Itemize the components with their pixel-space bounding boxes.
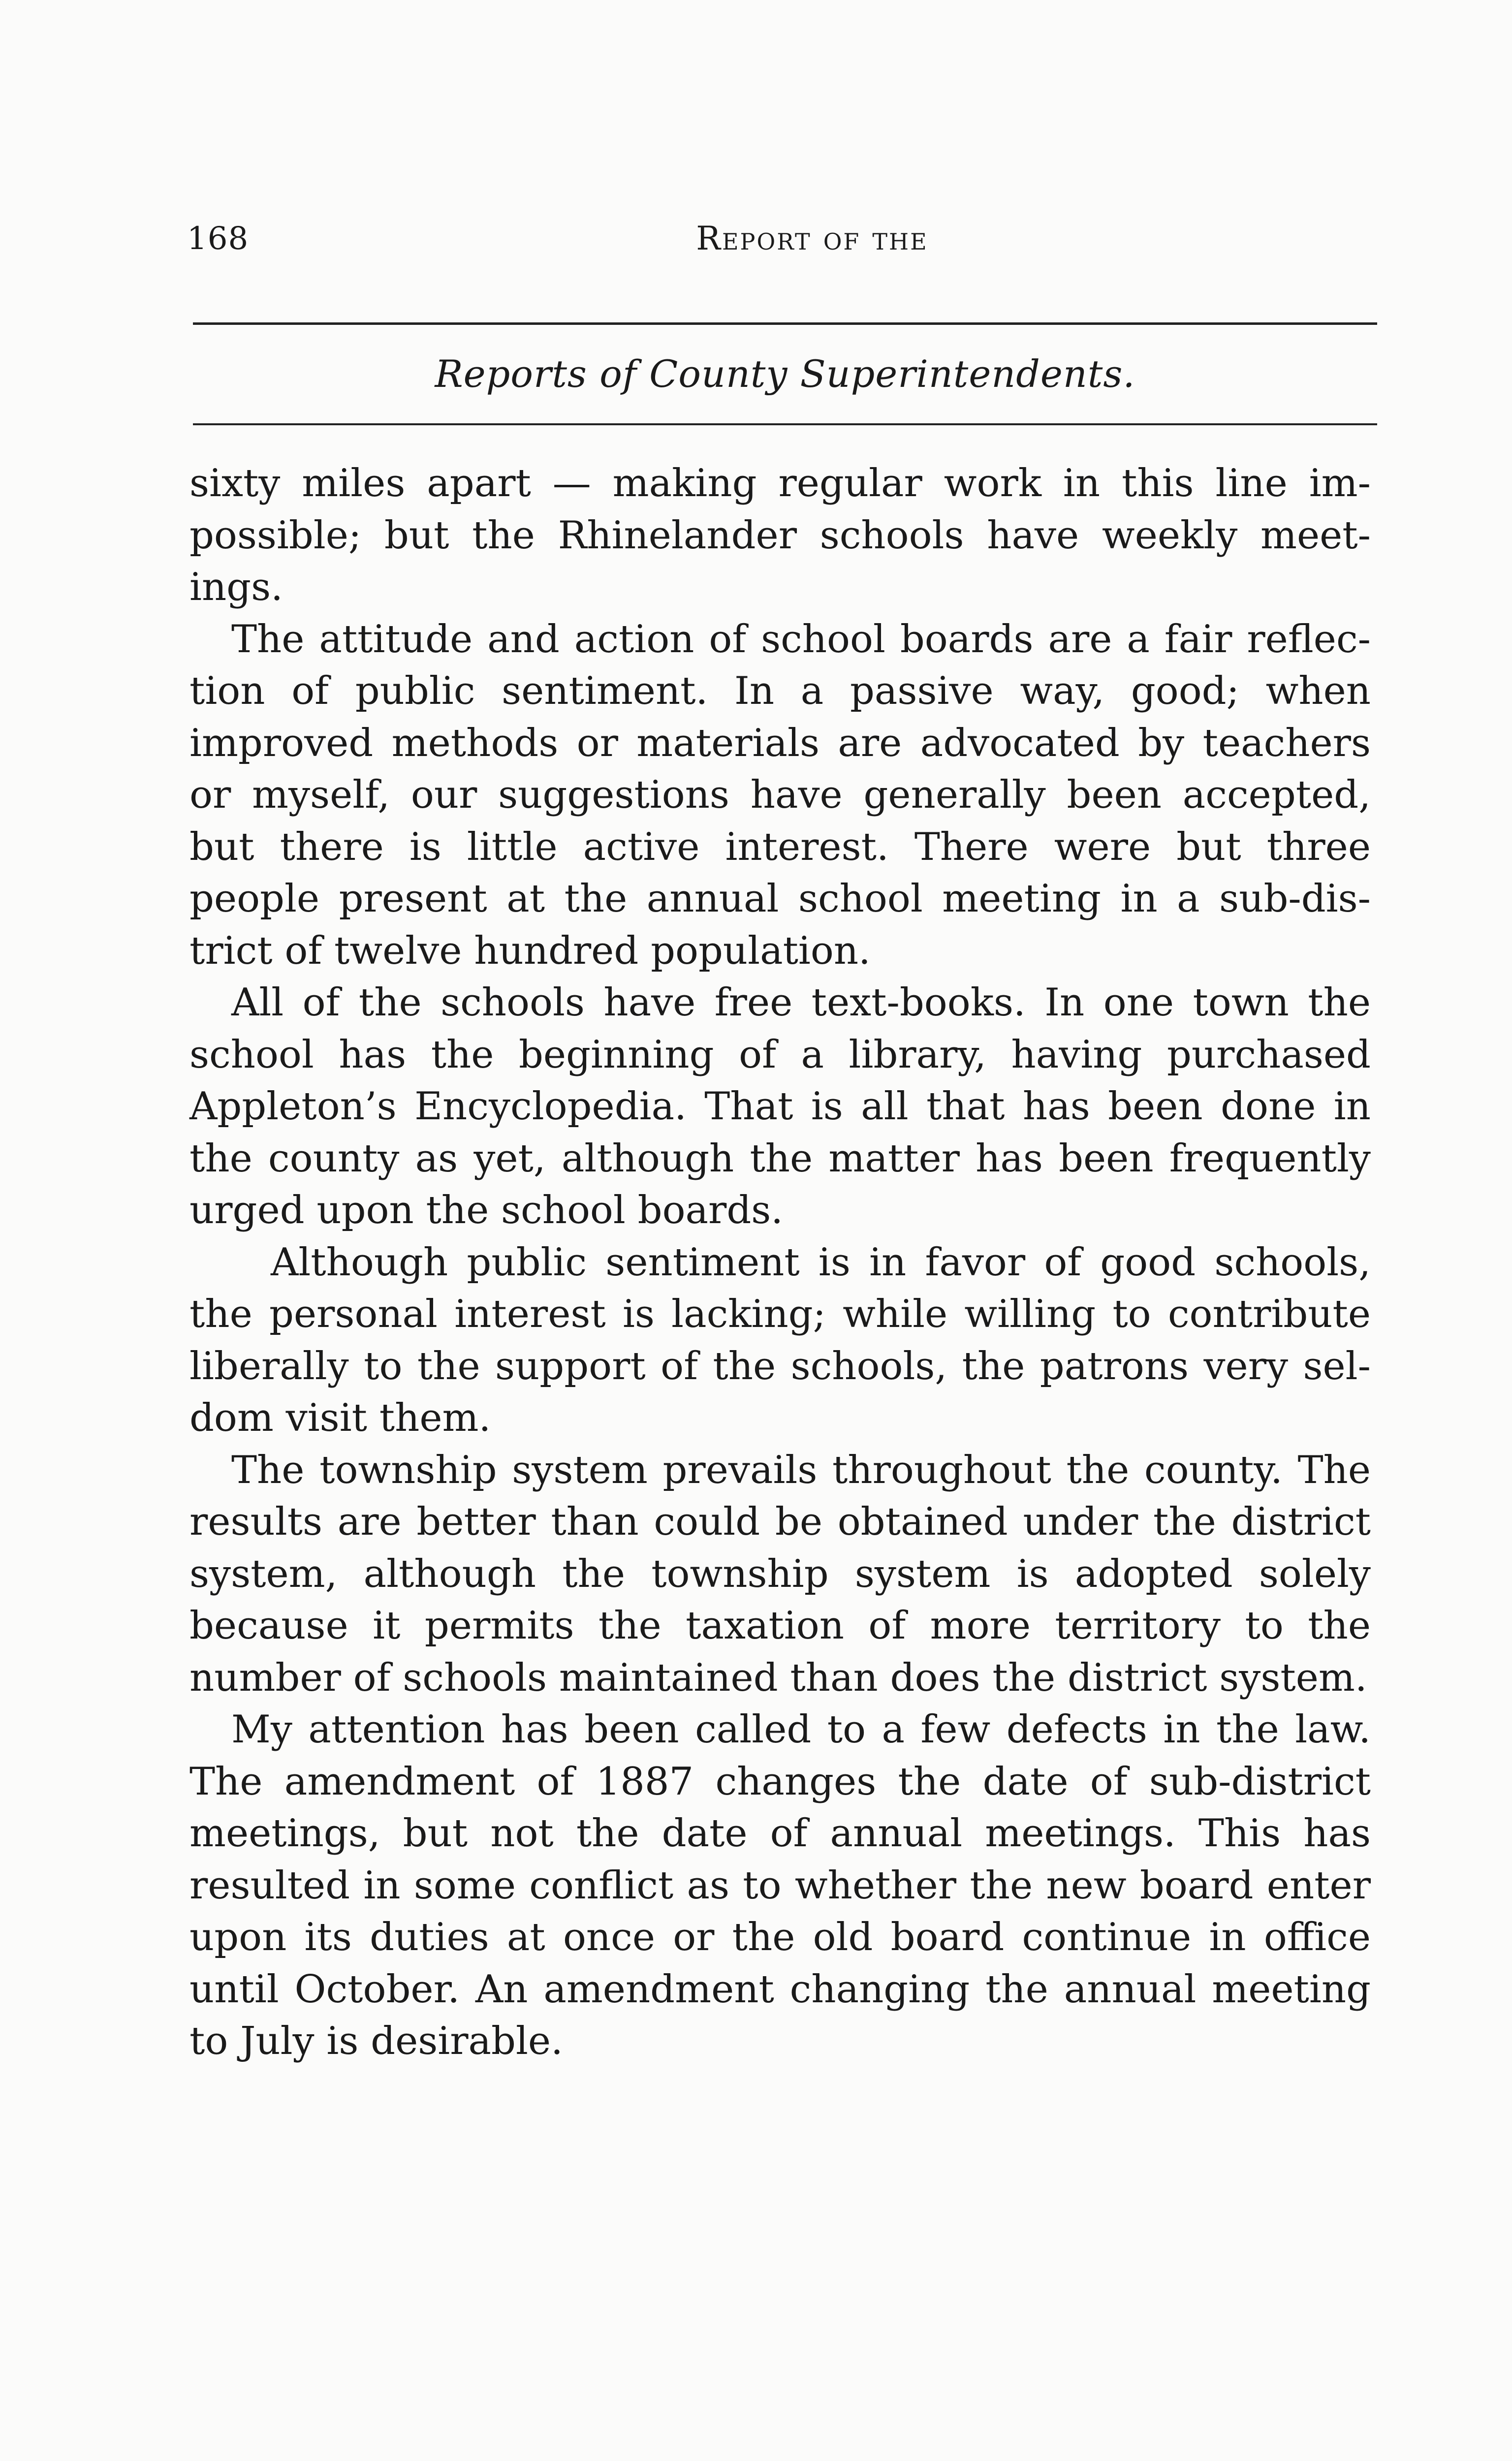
paragraph: The township system prevails throughout the county. The results are better than could be obtained under the district system, although the township system is adopted solely because it permits the taxation of more territory to the number of schools maintained than does the district system. (189, 1448, 1371, 1700)
page-header (187, 212, 1378, 266)
body-text (189, 458, 1371, 2068)
section-title: Reports of County Superintendents. (435, 352, 1135, 396)
paragraph-continued: sixty miles apart — making regular work in this line impossible; but the Rhinelander schools have weekly meetings. (189, 461, 1371, 609)
top-rule (193, 322, 1377, 325)
paragraph: All of the schools have free text-books. In one town the school has the beginning of a library, having purchased Appleton’s Encyclopedia. That is all that has been done in the county as yet, although the matter has been frequently urged upon the school boards. (189, 980, 1371, 1232)
paragraph: My attention has been called to a few defects in the law. The amendment of 1887 changes the date of sub-district meetings, but not the date of annual meetings. This has resulted in some conflict as to whether the new board enter upon its duties at once or the old board continue in office until October. An amendment changing the annual meeting to July is desirable. (189, 1707, 1371, 2063)
paragraph: The attitude and action of school boards are a fair reflection of public sentiment. In a passive way, good; when improved methods or materials are advocated by teachers or myself, our suggestions have generally been accepted, but there is little active interest. There were but three people present at the annual school meeting in a sub-district of twelve hundred population. (189, 617, 1371, 973)
paragraph: Although public sentiment is in favor of good schools, the personal interest is lacking; while willing to contribute liberally to the support of the schools, the patrons very seldom visit them. (189, 1240, 1371, 1440)
bottom-rule (193, 423, 1377, 425)
running-head: Report of the (696, 220, 928, 257)
page-number: 168 (187, 221, 249, 257)
